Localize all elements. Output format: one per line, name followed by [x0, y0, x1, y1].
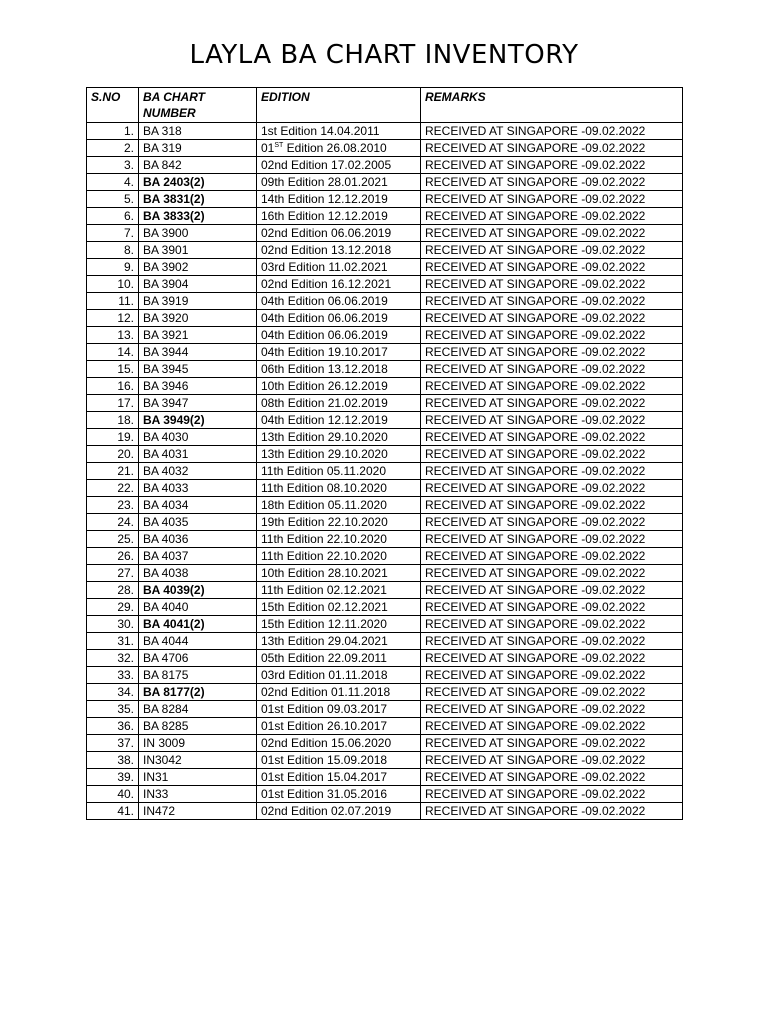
row-edition: 14th Edition 12.12.2019	[257, 191, 421, 208]
row-remarks: RECEIVED AT SINGAPORE -09.02.2022	[421, 276, 683, 293]
row-edition: 02nd Edition 17.02.2005	[257, 157, 421, 174]
row-sno: 28.	[87, 582, 139, 599]
row-sno: 23.	[87, 497, 139, 514]
table-row	[87, 225, 683, 242]
edition-suffix: Edition 26.08.2010	[283, 141, 387, 155]
table-row	[87, 140, 683, 157]
row-remarks: RECEIVED AT SINGAPORE -09.02.2022	[421, 344, 683, 361]
row-chart-number: BA 3949(2)	[139, 412, 257, 429]
row-sno: 1.	[87, 123, 139, 140]
edition-superscript: ST	[274, 142, 284, 149]
row-sno: 35.	[87, 701, 139, 718]
table-row	[87, 208, 683, 225]
row-sno: 14.	[87, 344, 139, 361]
row-remarks: RECEIVED AT SINGAPORE -09.02.2022	[421, 582, 683, 599]
row-edition: 01st Edition 09.03.2017	[257, 701, 421, 718]
row-chart-number: BA 3919	[139, 293, 257, 310]
row-sno: 20.	[87, 446, 139, 463]
table-row	[87, 378, 683, 395]
table-row	[87, 157, 683, 174]
row-sno: 18.	[87, 412, 139, 429]
row-chart-number: BA 8285	[139, 718, 257, 735]
row-edition: 02nd Edition 13.12.2018	[257, 242, 421, 259]
row-remarks: RECEIVED AT SINGAPORE -09.02.2022	[421, 140, 683, 157]
row-remarks: RECEIVED AT SINGAPORE -09.02.2022	[421, 191, 683, 208]
row-edition: 03rd Edition 01.11.2018	[257, 667, 421, 684]
table-body	[87, 123, 683, 820]
row-sno: 36.	[87, 718, 139, 735]
table-row	[87, 480, 683, 497]
table-row	[87, 701, 683, 718]
table-row	[87, 446, 683, 463]
table-row	[87, 310, 683, 327]
row-chart-number: BA 3901	[139, 242, 257, 259]
row-remarks: RECEIVED AT SINGAPORE -09.02.2022	[421, 718, 683, 735]
row-sno: 6.	[87, 208, 139, 225]
row-sno: 2.	[87, 140, 139, 157]
table-row	[87, 259, 683, 276]
row-sno: 40.	[87, 786, 139, 803]
row-sno: 7.	[87, 225, 139, 242]
row-remarks: RECEIVED AT SINGAPORE -09.02.2022	[421, 616, 683, 633]
table-row	[87, 276, 683, 293]
header-chart-number: BA CHART NUMBER	[139, 88, 257, 123]
row-chart-number: BA 8177(2)	[139, 684, 257, 701]
row-sno: 13.	[87, 327, 139, 344]
row-chart-number: IN3042	[139, 752, 257, 769]
row-remarks: RECEIVED AT SINGAPORE -09.02.2022	[421, 565, 683, 582]
table-row	[87, 174, 683, 191]
row-chart-number: BA 2403(2)	[139, 174, 257, 191]
row-chart-number: BA 4036	[139, 531, 257, 548]
row-chart-number: BA 3831(2)	[139, 191, 257, 208]
row-sno: 19.	[87, 429, 139, 446]
row-edition: 10th Edition 28.10.2021	[257, 565, 421, 582]
row-sno: 41.	[87, 803, 139, 820]
table-row	[87, 327, 683, 344]
row-edition: 15th Edition 12.11.2020	[257, 616, 421, 633]
row-chart-number: BA 4035	[139, 514, 257, 531]
row-edition: 01st Edition 26.10.2017	[257, 718, 421, 735]
row-chart-number: IN31	[139, 769, 257, 786]
row-remarks: RECEIVED AT SINGAPORE -09.02.2022	[421, 633, 683, 650]
row-edition: 11th Edition 08.10.2020	[257, 480, 421, 497]
row-chart-number: BA 4040	[139, 599, 257, 616]
row-sno: 5.	[87, 191, 139, 208]
row-remarks: RECEIVED AT SINGAPORE -09.02.2022	[421, 650, 683, 667]
row-chart-number: BA 4032	[139, 463, 257, 480]
row-remarks: RECEIVED AT SINGAPORE -09.02.2022	[421, 480, 683, 497]
row-sno: 24.	[87, 514, 139, 531]
table-row	[87, 684, 683, 701]
row-edition: 04th Edition 06.06.2019	[257, 310, 421, 327]
row-chart-number: BA 3946	[139, 378, 257, 395]
table-row	[87, 429, 683, 446]
row-remarks: RECEIVED AT SINGAPORE -09.02.2022	[421, 735, 683, 752]
row-sno: 8.	[87, 242, 139, 259]
row-edition: 11th Edition 22.10.2020	[257, 548, 421, 565]
row-chart-number: BA 3833(2)	[139, 208, 257, 225]
row-remarks: RECEIVED AT SINGAPORE -09.02.2022	[421, 786, 683, 803]
row-remarks: RECEIVED AT SINGAPORE -09.02.2022	[421, 293, 683, 310]
row-remarks: RECEIVED AT SINGAPORE -09.02.2022	[421, 412, 683, 429]
row-sno: 10.	[87, 276, 139, 293]
row-sno: 38.	[87, 752, 139, 769]
row-edition: 02nd Edition 02.07.2019	[257, 803, 421, 820]
row-sno: 21.	[87, 463, 139, 480]
header-remarks: REMARKS	[421, 88, 683, 123]
row-edition: 03rd Edition 11.02.2021	[257, 259, 421, 276]
row-edition: 10th Edition 26.12.2019	[257, 378, 421, 395]
table-row	[87, 786, 683, 803]
page-title: LAYLA BA CHART INVENTORY	[189, 40, 579, 70]
table-row	[87, 565, 683, 582]
row-chart-number: BA 4034	[139, 497, 257, 514]
row-sno: 37.	[87, 735, 139, 752]
row-remarks: RECEIVED AT SINGAPORE -09.02.2022	[421, 157, 683, 174]
row-chart-number: BA 3921	[139, 327, 257, 344]
row-remarks: RECEIVED AT SINGAPORE -09.02.2022	[421, 174, 683, 191]
row-remarks: RECEIVED AT SINGAPORE -09.02.2022	[421, 429, 683, 446]
table-row	[87, 123, 683, 140]
row-edition: 16th Edition 12.12.2019	[257, 208, 421, 225]
table-row	[87, 395, 683, 412]
table-row	[87, 412, 683, 429]
table-row	[87, 718, 683, 735]
row-edition: 18th Edition 05.11.2020	[257, 497, 421, 514]
row-edition: 13th Edition 29.10.2020	[257, 429, 421, 446]
row-edition: 01st Edition 31.05.2016	[257, 786, 421, 803]
row-remarks: RECEIVED AT SINGAPORE -09.02.2022	[421, 310, 683, 327]
row-chart-number: BA 8175	[139, 667, 257, 684]
table-row	[87, 582, 683, 599]
row-edition: 11th Edition 05.11.2020	[257, 463, 421, 480]
table-row	[87, 616, 683, 633]
row-sno: 17.	[87, 395, 139, 412]
table-row	[87, 463, 683, 480]
table-row	[87, 599, 683, 616]
table-row	[87, 531, 683, 548]
row-chart-number: BA 4030	[139, 429, 257, 446]
row-chart-number: IN33	[139, 786, 257, 803]
row-remarks: RECEIVED AT SINGAPORE -09.02.2022	[421, 463, 683, 480]
row-chart-number: BA 4037	[139, 548, 257, 565]
row-sno: 29.	[87, 599, 139, 616]
row-chart-number: BA 4706	[139, 650, 257, 667]
row-remarks: RECEIVED AT SINGAPORE -09.02.2022	[421, 361, 683, 378]
row-sno: 4.	[87, 174, 139, 191]
table-row	[87, 514, 683, 531]
row-edition: 02nd Edition 15.06.2020	[257, 735, 421, 752]
row-edition: 02nd Edition 06.06.2019	[257, 225, 421, 242]
row-edition: 1st Edition 14.04.2011	[257, 123, 421, 140]
row-edition: 04th Edition 12.12.2019	[257, 412, 421, 429]
row-chart-number: BA 842	[139, 157, 257, 174]
table-row	[87, 633, 683, 650]
row-sno: 12.	[87, 310, 139, 327]
row-remarks: RECEIVED AT SINGAPORE -09.02.2022	[421, 378, 683, 395]
row-remarks: RECEIVED AT SINGAPORE -09.02.2022	[421, 752, 683, 769]
row-remarks: RECEIVED AT SINGAPORE -09.02.2022	[421, 599, 683, 616]
row-sno: 26.	[87, 548, 139, 565]
row-sno: 33.	[87, 667, 139, 684]
row-remarks: RECEIVED AT SINGAPORE -09.02.2022	[421, 497, 683, 514]
row-chart-number: IN 3009	[139, 735, 257, 752]
row-sno: 15.	[87, 361, 139, 378]
row-chart-number: BA 3947	[139, 395, 257, 412]
row-sno: 27.	[87, 565, 139, 582]
row-edition: 08th Edition 21.02.2019	[257, 395, 421, 412]
table-row	[87, 344, 683, 361]
row-remarks: RECEIVED AT SINGAPORE -09.02.2022	[421, 123, 683, 140]
row-edition: 02nd Edition 01.11.2018	[257, 684, 421, 701]
table-row	[87, 667, 683, 684]
row-edition: 19th Edition 22.10.2020	[257, 514, 421, 531]
row-sno: 31.	[87, 633, 139, 650]
row-sno: 25.	[87, 531, 139, 548]
row-chart-number: BA 3900	[139, 225, 257, 242]
row-edition	[257, 140, 421, 157]
row-remarks: RECEIVED AT SINGAPORE -09.02.2022	[421, 684, 683, 701]
row-edition: 11th Edition 22.10.2020	[257, 531, 421, 548]
header-sno: S.NO	[87, 88, 139, 123]
row-edition: 09th Edition 28.01.2021	[257, 174, 421, 191]
row-edition: 04th Edition 06.06.2019	[257, 293, 421, 310]
row-chart-number: BA 3904	[139, 276, 257, 293]
inventory-table	[86, 87, 683, 820]
row-edition: 02nd Edition 16.12.2021	[257, 276, 421, 293]
table-row	[87, 242, 683, 259]
row-edition: 06th Edition 13.12.2018	[257, 361, 421, 378]
row-remarks: RECEIVED AT SINGAPORE -09.02.2022	[421, 514, 683, 531]
row-edition: 13th Edition 29.10.2020	[257, 446, 421, 463]
row-edition: 01st Edition 15.04.2017	[257, 769, 421, 786]
table-row	[87, 497, 683, 514]
row-sno: 9.	[87, 259, 139, 276]
table-row	[87, 803, 683, 820]
row-chart-number: BA 3944	[139, 344, 257, 361]
table-row	[87, 769, 683, 786]
row-remarks: RECEIVED AT SINGAPORE -09.02.2022	[421, 701, 683, 718]
table-header-row	[87, 88, 683, 123]
row-sno: 16.	[87, 378, 139, 395]
table-row	[87, 548, 683, 565]
row-chart-number: BA 4039(2)	[139, 582, 257, 599]
row-edition: 13th Edition 29.04.2021	[257, 633, 421, 650]
row-edition: 15th Edition 02.12.2021	[257, 599, 421, 616]
row-edition: 04th Edition 19.10.2017	[257, 344, 421, 361]
row-edition: 11th Edition 02.12.2021	[257, 582, 421, 599]
row-remarks: RECEIVED AT SINGAPORE -09.02.2022	[421, 548, 683, 565]
row-sno: 30.	[87, 616, 139, 633]
row-chart-number: BA 4031	[139, 446, 257, 463]
row-remarks: RECEIVED AT SINGAPORE -09.02.2022	[421, 327, 683, 344]
row-chart-number: BA 319	[139, 140, 257, 157]
row-sno: 22.	[87, 480, 139, 497]
table-row	[87, 191, 683, 208]
row-chart-number: BA 8284	[139, 701, 257, 718]
table-row	[87, 650, 683, 667]
edition-prefix: 01	[261, 141, 275, 155]
row-sno: 39.	[87, 769, 139, 786]
row-edition: 01st Edition 15.09.2018	[257, 752, 421, 769]
row-edition: 05th Edition 22.09.2011	[257, 650, 421, 667]
row-remarks: RECEIVED AT SINGAPORE -09.02.2022	[421, 225, 683, 242]
row-remarks: RECEIVED AT SINGAPORE -09.02.2022	[421, 259, 683, 276]
table-row	[87, 752, 683, 769]
table-row	[87, 735, 683, 752]
row-remarks: RECEIVED AT SINGAPORE -09.02.2022	[421, 446, 683, 463]
row-chart-number: BA 3945	[139, 361, 257, 378]
row-remarks: RECEIVED AT SINGAPORE -09.02.2022	[421, 395, 683, 412]
row-chart-number: BA 318	[139, 123, 257, 140]
row-chart-number: BA 4038	[139, 565, 257, 582]
row-chart-number: BA 3902	[139, 259, 257, 276]
table-row	[87, 361, 683, 378]
row-remarks: RECEIVED AT SINGAPORE -09.02.2022	[421, 803, 683, 820]
row-sno: 11.	[87, 293, 139, 310]
row-chart-number: BA 4044	[139, 633, 257, 650]
table-row	[87, 293, 683, 310]
row-chart-number: IN472	[139, 803, 257, 820]
row-remarks: RECEIVED AT SINGAPORE -09.02.2022	[421, 531, 683, 548]
row-chart-number: BA 3920	[139, 310, 257, 327]
row-remarks: RECEIVED AT SINGAPORE -09.02.2022	[421, 208, 683, 225]
row-remarks: RECEIVED AT SINGAPORE -09.02.2022	[421, 242, 683, 259]
header-edition: EDITION	[257, 88, 421, 123]
row-chart-number: BA 4041(2)	[139, 616, 257, 633]
row-sno: 3.	[87, 157, 139, 174]
row-chart-number: BA 4033	[139, 480, 257, 497]
row-remarks: RECEIVED AT SINGAPORE -09.02.2022	[421, 667, 683, 684]
row-sno: 34.	[87, 684, 139, 701]
row-edition: 04th Edition 06.06.2019	[257, 327, 421, 344]
row-remarks: RECEIVED AT SINGAPORE -09.02.2022	[421, 769, 683, 786]
row-sno: 32.	[87, 650, 139, 667]
